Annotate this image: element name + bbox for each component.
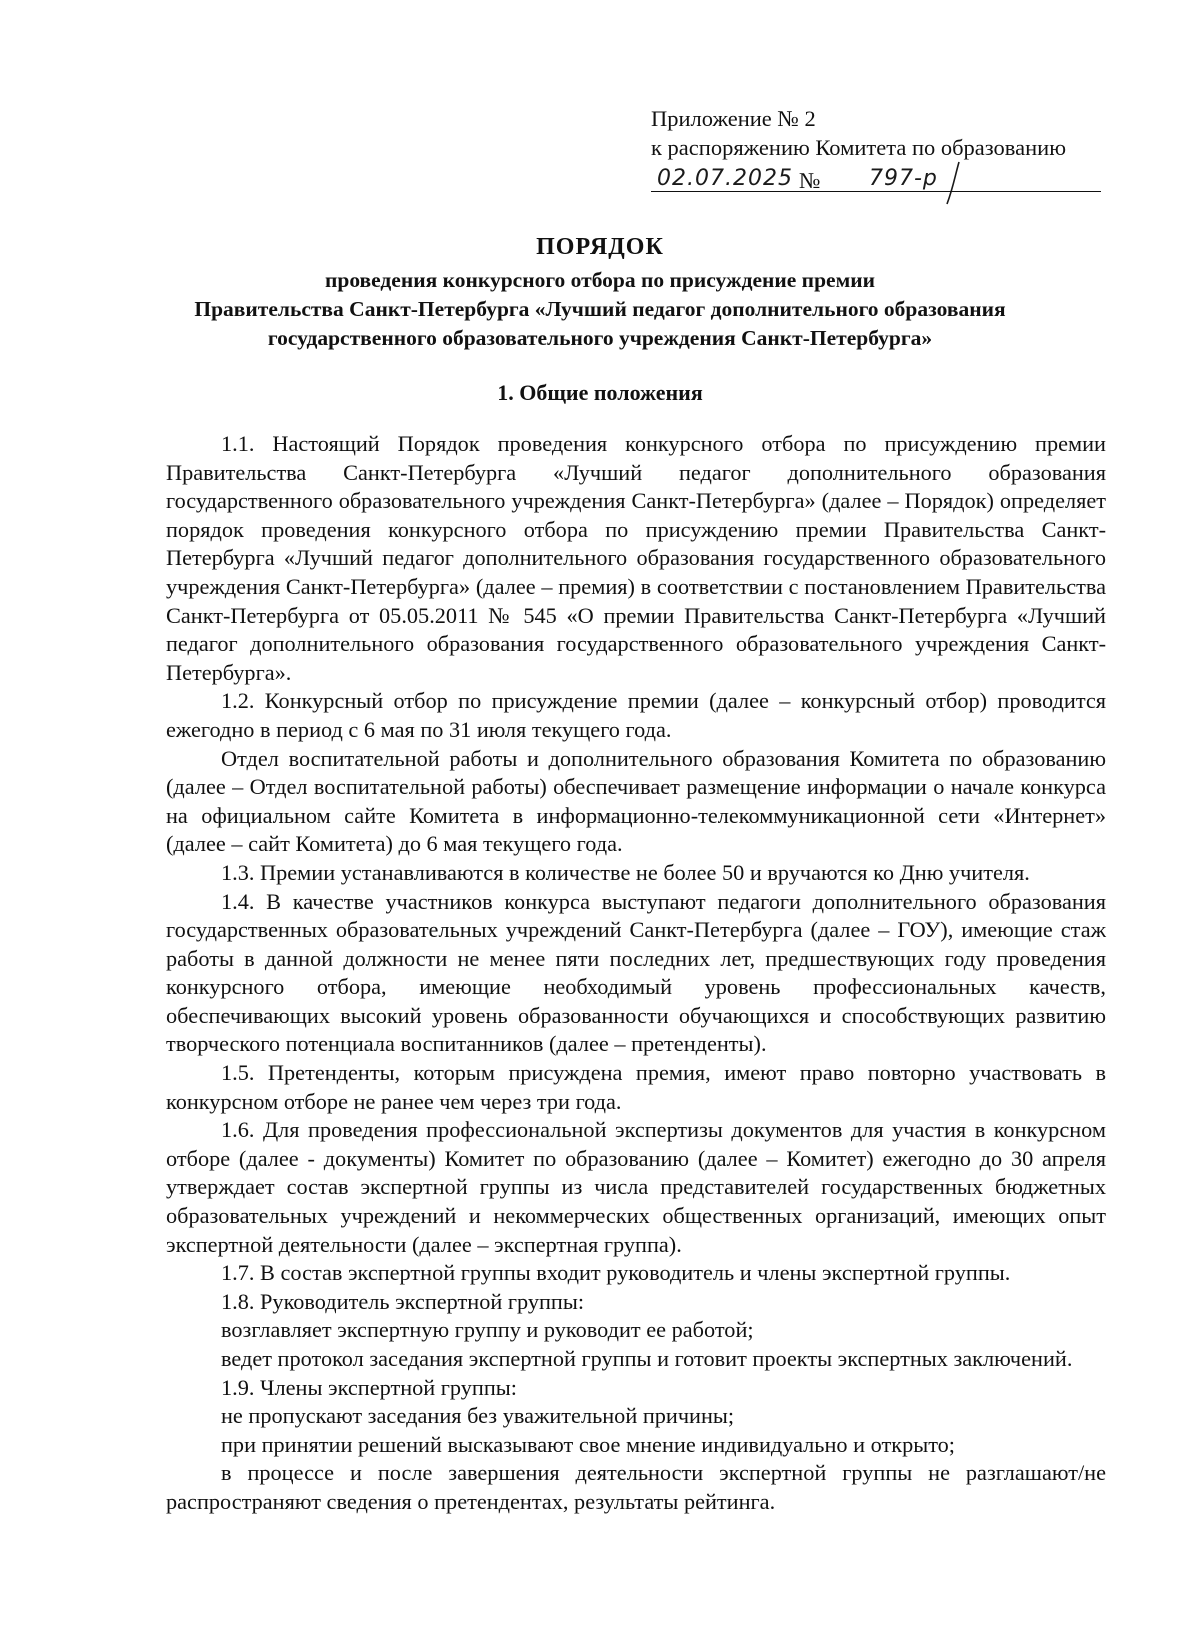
paragraph-1-1: 1.1. Настоящий Порядок проведения конкурсного отбора по присуждению премии Правительства Санкт-Петербурга «Лучший педагог дополнительного образования государственного образовательного учреждения Санкт-Петербурга» (далее – Порядок) определяет порядок проведения конкурсного отбора по присуждению премии Правительства Санкт-Петербурга «Лучший педагог дополнительного образования государственного образовательного учреждения Санкт-Петербурга» (далее – премия) в соответствии с постановлением Правительства Санкт-Петербурга от 05.05.2011 № 545 «О премии Правительства Санкт-Петербурга «Лучший педагог дополнительного образования государственного образовательного учреждения Санкт-Петербурга». — [166, 431, 1106, 685]
handwritten-date: 02.07.2025 — [657, 166, 793, 191]
paragraph-1-6: 1.6. Для проведения профессиональной экспертизы документов для участия в конкурсном отборе (далее - документы) Комитет по образованию (далее – Комитет) ежегодно до 30 апреля утверждает состав экспертной группы из числа представителей государственных бюджетных образовательных учреждений и некоммерческих общественных организаций, имеющих опыт экспертной деятельности (далее – экспертная группа). — [166, 1117, 1106, 1257]
appendix-reference: к распоряжению Комитета по образованию — [651, 135, 1067, 160]
section-heading: 1. Общие положения — [497, 380, 703, 405]
paragraph-1-8: 1.8. Руководитель экспертной группы: — [221, 1288, 585, 1314]
subtitle-line-3: государственного образовательного учреждения Санкт-Петербурга» — [267, 326, 933, 350]
paragraph-1-2: 1.2. Конкурсный отбор по присуждение премии (далее – конкурсный отбор) проводится ежегодно в период с 6 мая по 31 июля текущего года. — [166, 688, 1106, 742]
subtitle-line-2: Правительства Санкт-Петербурга «Лучший педагог дополнительного образования — [194, 297, 1006, 321]
pen-stroke-icon — [941, 158, 981, 208]
document-title: ПОРЯДОК — [536, 234, 664, 260]
paragraph-1-4: 1.4. В качестве участников конкурса выступают педагоги дополнительного образования государственных образовательных учреждений Санкт-Петербурга (далее – ГОУ), имеющие стаж работы в данной должности не менее пяти последних лет, предшествующих году проведения конкурсного отбора, имеющие необходимый уровень профессиональных качеств, обеспечивающих высокий уровень образованности обучающихся и способствующих развитию творческого потенциала воспитанников (далее – претенденты). — [166, 888, 1106, 1057]
subtitle-line-1: проведения конкурсного отбора по присуждение премии — [324, 268, 875, 292]
document-body — [166, 430, 1106, 1517]
appendix-title: Приложение № 2 — [651, 106, 816, 131]
paragraph-1-9-item-2: при принятии решений высказывают свое мнение индивидуально и открыто; — [221, 1431, 955, 1457]
paragraph-1-3: 1.3. Премии устанавливаются в количестве не более 50 и вручаются ко Дню учителя. — [221, 859, 1030, 885]
order-date-number-line — [651, 164, 1101, 198]
paragraph-1-5: 1.5. Претенденты, которым присуждена премия, имеют право повторно участвовать в конкурсном отборе не ранее чем через три года. — [166, 1060, 1106, 1114]
paragraph-1-9-item-3: в процессе и после завершения деятельности экспертной группы не разглашают/не распространяют сведения о претендентах, результаты рейтинга. — [166, 1460, 1106, 1514]
document-subtitle — [150, 266, 1050, 353]
paragraph-1-7: 1.7. В состав экспертной группы входит руководитель и члены экспертной группы. — [221, 1260, 1011, 1286]
paragraph-1-8-item-2: ведет протокол заседания экспертной группы и готовит проекты экспертных заключений. — [221, 1346, 1073, 1371]
paragraph-1-2-dept: Отдел воспитательной работы и дополнительного образования Комитета по образованию (далее – Отдел воспитательной работы) обеспечивает размещение информации о начале конкурса на официальном сайте Комитета в информационно-телекоммуникационной сети «Интернет» (далее – сайт Комитета) до 6 мая текущего года. — [166, 745, 1106, 857]
number-sign: № — [799, 168, 821, 193]
paragraph-1-8-item-1: возглавляет экспертную группу и руководит ее работой; — [221, 1317, 754, 1343]
signature-underline — [651, 191, 1101, 192]
paragraph-1-9: 1.9. Члены экспертной группы: — [221, 1374, 517, 1400]
paragraph-1-9-item-1: не пропускают заседания без уважительной причины; — [221, 1403, 735, 1429]
appendix-block — [651, 104, 1101, 198]
handwritten-order-number: 797-р — [869, 166, 938, 191]
